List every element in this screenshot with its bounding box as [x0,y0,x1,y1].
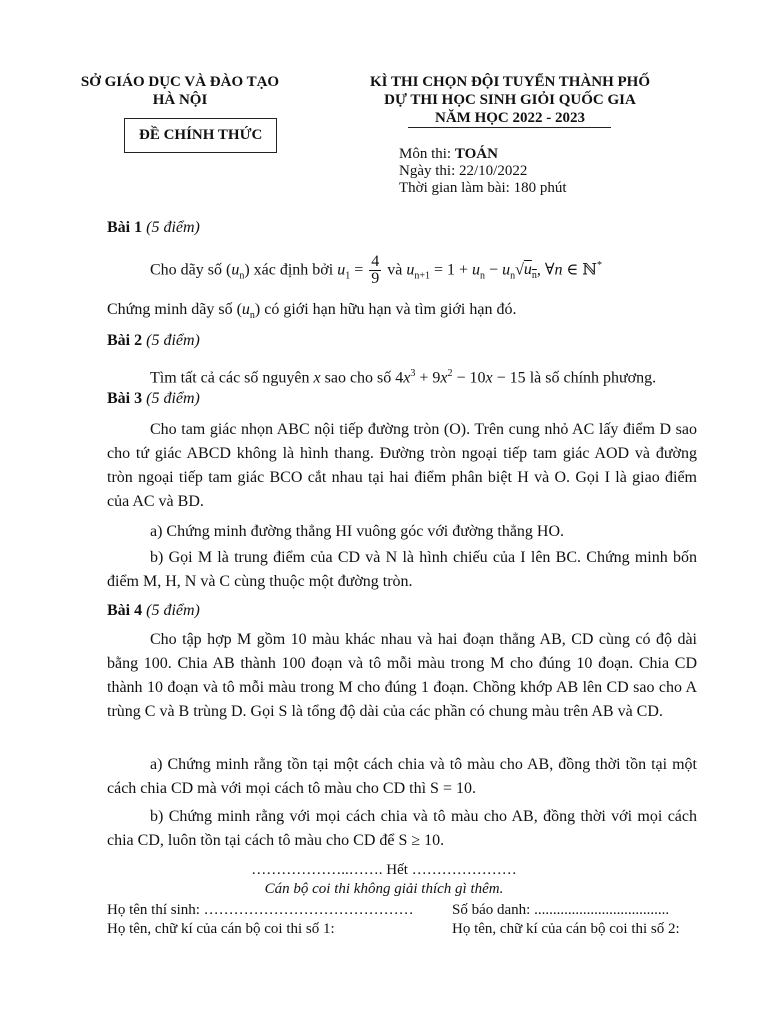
problem-3-title: Bài 3 (5 điểm) [107,390,200,407]
problem-4-part-a: a) Chứng minh rằng tồn tại một cách chia và tô màu cho AB, đồng thời tồn tại một cách chia CD mà với mọi cách tô màu cho CD thì S = 10. [107,756,697,797]
exam-title [345,73,675,127]
exam-date: Ngày thi: 22/10/2022 [399,163,528,179]
fraction-4-9: $\frac{4}{9}$ [371,253,380,288]
problem-1-statement: Cho dãy số $(u_n)$ xác định bởi $u_1$ = $\frac{4}{9}$ và $u_{n+1} = 1 + u_n - u_n√u_n$, ∀n ∈ ℕ* [150,253,602,288]
subject-value: TOÁN [454,146,498,162]
department-line: SỞ GIÁO DỤC VÀ ĐÀO TẠO [80,74,280,90]
title-underline [408,127,611,128]
exam-duration: Thời gian làm bài: 180 phút [399,180,567,196]
problem-2-statement: Tìm tất cả các số nguyên x sao cho số $4x^3 + 9x^2 - 10x - 15$ là số chính phương. [150,368,657,387]
city-line: HÀ NỘI [152,92,208,108]
candidate-number-field: Số báo danh: .................................... [452,902,670,918]
exam-title-line1: KÌ THI CHỌN ĐỘI TUYỂN THÀNH PHỐ [369,74,651,90]
department-name [60,73,300,109]
proctor-2-signature: Họ tên, chữ kí của cán bộ coi thi số 2: [452,921,680,937]
end-marker: ………………..……. Hết ………………… [251,862,517,878]
problem-3-statement: Cho tam giác nhọn ABC nội tiếp đường tròn (O). Trên cung nhỏ AC lấy điểm D sao cho tứ giác ABCD không là hình thang. Đường tròn ngoại tiếp tam giác AOD và đường tròn ngoại tiếp tam giác BCO cắt nhau tại hai điểm phân biệt H và O. Gọi I là giao điểm của AC và BD. [107,421,697,510]
problem-4-title: Bài 4 (5 điểm) [107,602,200,619]
problem-4-statement: Cho tập hợp M gồm 10 màu khác nhau và hai đoạn thẳng AB, CD cùng có độ dài bằng 100. Chia AB thành 100 đoạn và tô mỗi màu trong M cho đúng 10 đoạn. Chia CD thành 10 đoạn và tô mỗi màu trong M cho đúng 1 đoạn. Chồng khớp AB lên CD sao cho A trùng C và B trùng D. Gọi S là tổng độ dài của các phần có chung màu trên AB và CD. [107,631,697,720]
proctor-1-signature: Họ tên, chữ kí của cán bộ coi thi số 1: [107,921,335,937]
problem-2-title: Bài 2 (5 điểm) [107,332,200,349]
problem-1-title: Bài 1 (5 điểm) [107,219,200,236]
school-year: NĂM HỌC 2022 - 2023 [435,110,585,126]
exam-title-line2: DỰ THI HỌC SINH GIỎI QUỐC GIA [384,92,636,108]
problem-4-part-b: b) Chứng minh rằng với mọi cách chia và tô màu cho AB, đồng thời với mọi cách chia CD, luôn tồn tại cách tô màu cho CD để S ≥ 10. [107,808,697,849]
problem-3-part-b: b) Gọi M là trung điểm của CD và N là hình chiếu của I lên BC. Chứng minh bốn điểm M, H, N và C cùng thuộc một đường tròn. [107,549,697,590]
problem-1-conclusion: Chứng minh dãy số $(u_n)$ có giới hạn hữu hạn và tìm giới hạn đó. [107,301,517,322]
exam-meta [399,146,567,197]
subject-line: Môn thi: TOÁN [399,146,498,162]
official-exam-box: ĐỀ CHÍNH THỨC [124,118,277,153]
candidate-name-field: Họ tên thí sinh: …………………………………… [107,902,414,918]
problem-3-part-a: a) Chứng minh đường thẳng HI vuông góc với đường thẳng HO. [150,523,565,540]
proctor-note: Cán bộ coi thi không giải thích gì thêm. [264,881,504,897]
